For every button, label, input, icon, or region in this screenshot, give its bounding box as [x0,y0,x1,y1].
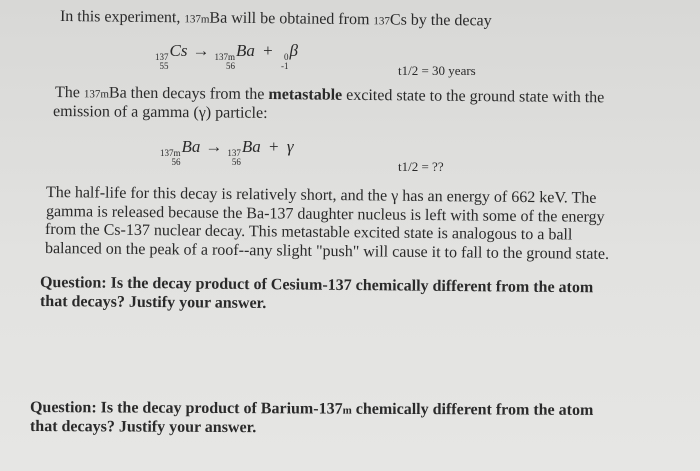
ba137m-z: 56 [225,61,235,71]
ba137-mass: 137 [227,148,241,158]
ba137-nuclide [227,138,260,167]
question2-metastable-m: m [342,404,352,417]
decay-equation-2 [160,138,294,167]
plus-sign-2: + [269,137,279,156]
ba137-z: 56 [231,157,241,167]
ba137m-z-2: 56 [171,157,181,167]
ba137m-mass: 137m [214,52,235,62]
para3-line2: gamma is released because the Ba-137 daughter nucleus is left with some of the energy [45,203,605,226]
cs137-z: 55 [159,61,169,71]
ba137m-mass-2: 137m [160,148,181,158]
para2-metastable: metastable [268,86,343,104]
decay-equation-1 [155,42,298,71]
plus-sign: + [263,41,273,60]
question2-text-pre: Question: Is the decay product of Barium-137 [29,399,343,418]
intro-text-post: by the decay [406,11,492,30]
beta-z: -1 [280,61,289,71]
cs137-symbol: Cs [169,41,188,60]
ba137m-symbol-2: Ba [181,137,201,156]
para2-text-pre: The [54,84,84,102]
intro-cs-symbol: Cs [389,11,407,29]
arrow-icon-2: → [205,137,223,156]
question2-text-post: chemically different from the atom [351,400,594,419]
para2-text-post: excited state to the ground state with the [342,86,605,107]
intro-ba-mass: 137m [184,13,210,26]
intro-line [60,9,492,30]
beta-symbol: β [289,41,298,60]
cs137-mass: 137 [155,52,169,62]
intro-text-mid: will be obtained from [227,9,374,29]
ba137-symbol: Ba [241,137,261,156]
beta-mass: 0 [283,52,289,62]
ba137m-nuclide [214,42,254,71]
para3-line3: from the Cs-137 nuclear decay. This metastable excited state is analogous to a ball [44,221,573,244]
question2-line2: that decays? Justify your answer. [29,418,257,437]
para2-text-mid: Ba then decays from the [108,84,269,104]
question2-line1 [30,400,593,419]
question1-line2: that decays? Justify your answer. [39,293,267,312]
cs137-nuclide [155,42,187,71]
intro-cs-mass: 137 [373,15,390,28]
para3-line1: The half-life for this decay is relatively short, and the γ has an energy of 662 keV. The [45,184,597,207]
half-life-1: t1/2 = 30 years [398,63,476,78]
intro-text-pre: In this experiment, [59,8,185,27]
para2-ba-mass: 137m [83,88,109,101]
arrow-icon: → [192,41,210,60]
intro-ba-symbol: Ba [209,9,228,27]
para3-line4: balanced on the peak of a roof--any slight "push" will cause it to fall to the ground state. [44,240,610,263]
beta-particle [281,42,298,71]
gamma-symbol: γ [286,137,294,156]
ba137m-nuclide-2 [160,138,200,167]
question1-line1: Question: Is the decay product of Cesium-137 chemically different from the atom [39,274,594,297]
half-life-2: t1/2 = ?? [398,159,444,174]
ba137m-symbol: Ba [235,41,255,60]
para2-line2: emission of a gamma (γ) particle: [52,103,268,122]
